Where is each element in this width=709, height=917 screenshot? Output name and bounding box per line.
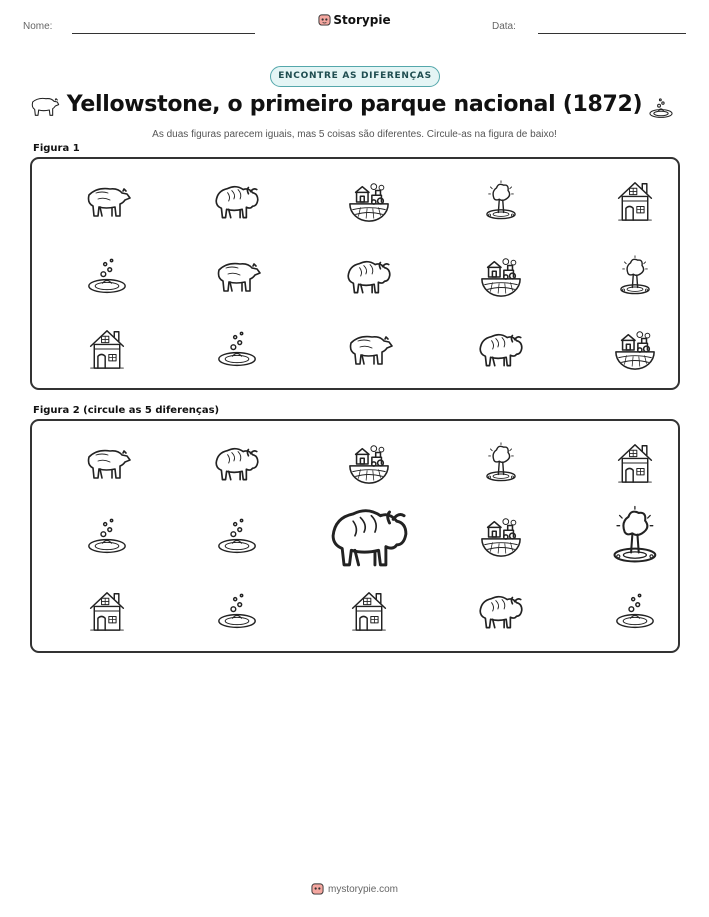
storypie-mascot-icon xyxy=(318,13,331,26)
farm-icon xyxy=(477,254,525,298)
cabin-icon[interactable] xyxy=(349,588,389,634)
geyser-icon[interactable] xyxy=(603,504,667,568)
bison-icon xyxy=(211,180,263,222)
geyser-icon xyxy=(479,179,523,223)
bison-icon xyxy=(475,328,527,370)
date-field-line[interactable] xyxy=(538,33,686,34)
bear-icon xyxy=(81,181,133,221)
brand-logo xyxy=(0,13,709,27)
farm-icon[interactable] xyxy=(477,514,525,558)
figure1-panel xyxy=(30,157,680,390)
hot-spring-icon[interactable] xyxy=(214,591,260,631)
geyser-icon[interactable] xyxy=(479,441,523,485)
cabin-icon[interactable] xyxy=(615,440,655,486)
bison-icon xyxy=(343,255,395,297)
hot-spring-icon[interactable] xyxy=(84,516,130,556)
bison-icon[interactable] xyxy=(324,499,415,573)
geyser-icon xyxy=(613,254,657,298)
hot-spring-icon xyxy=(648,94,674,124)
hot-spring-icon[interactable] xyxy=(612,591,658,631)
activity-badge: ENCONTRE AS DIFERENÇAS xyxy=(270,66,440,87)
page-title: Yellowstone, o primeiro parque nacional (1872) xyxy=(66,92,643,117)
farm-icon xyxy=(345,179,393,223)
cabin-icon xyxy=(87,326,127,372)
footer xyxy=(0,882,709,895)
date-label: Data: xyxy=(492,21,516,32)
bison-icon[interactable] xyxy=(211,442,263,484)
farm-icon[interactable] xyxy=(345,441,393,485)
cabin-icon[interactable] xyxy=(87,588,127,634)
hot-spring-icon xyxy=(84,256,130,296)
footer-url[interactable]: mystorypie.com xyxy=(327,884,398,895)
figure2-panel[interactable] xyxy=(30,419,680,653)
bear-icon xyxy=(343,329,395,369)
brand-name: Storypie xyxy=(333,13,391,27)
figure1-label: Figura 1 xyxy=(33,143,80,154)
bison-icon[interactable] xyxy=(475,590,527,632)
bear-icon[interactable] xyxy=(81,443,133,483)
bear-icon xyxy=(211,256,263,296)
storypie-mascot-icon xyxy=(311,882,324,895)
cabin-icon xyxy=(615,178,655,224)
farm-icon xyxy=(611,327,659,371)
hot-spring-icon[interactable] xyxy=(214,516,260,556)
instructions: As duas figuras parecem iguais, mas 5 coisas são diferentes. Circule-as na figura de baixo! xyxy=(152,129,557,140)
figure2-label: Figura 2 (circule as 5 diferenças) xyxy=(33,405,220,416)
name-field-line[interactable] xyxy=(72,33,255,34)
hot-spring-icon xyxy=(214,329,260,369)
name-label: Nome: xyxy=(23,21,53,32)
